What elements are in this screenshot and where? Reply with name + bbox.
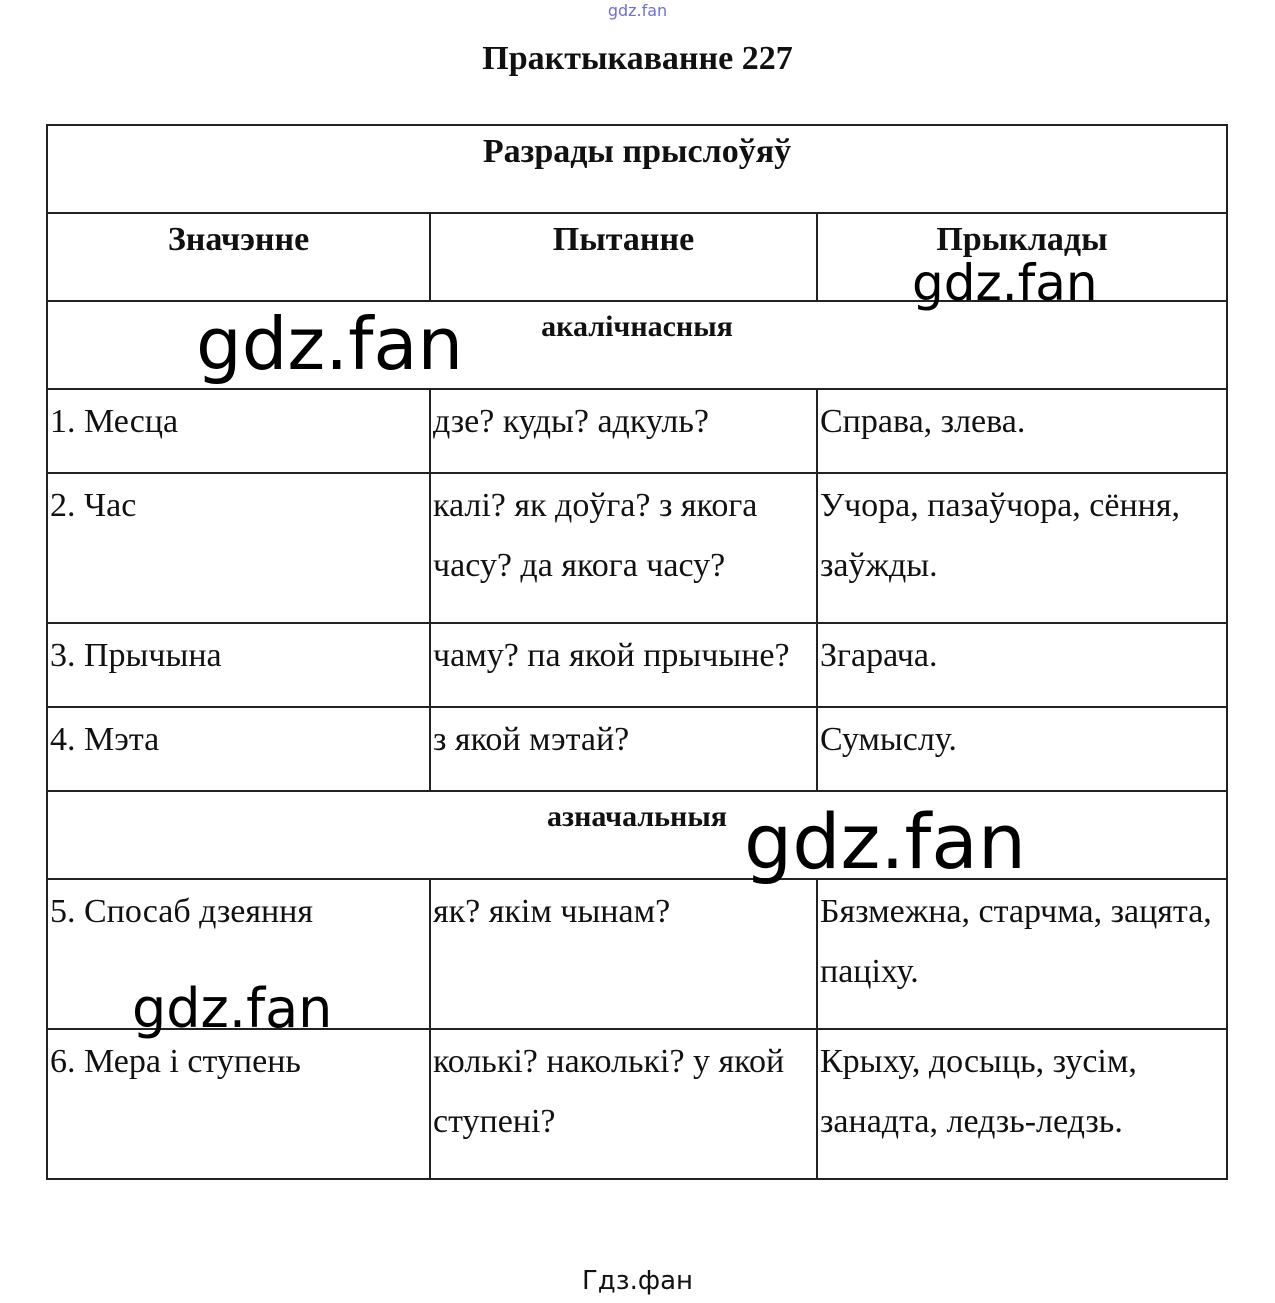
cell-meaning: 2. Час (47, 473, 430, 623)
cell-question: з якой мэтай? (430, 707, 817, 791)
cell-examples: Крыху, досыць, зусім, занадта, ледзь-ледзь. (817, 1029, 1227, 1179)
table-caption: Разрады прыслоўяў (47, 125, 1227, 213)
cell-examples: Згарача. (817, 623, 1227, 707)
cell-examples: Бязмежна, старчма, зацята, паціху. (817, 879, 1227, 1029)
table-row (47, 623, 1227, 707)
cell-question: калі? як доўга? з якога часу? да якога часу? (430, 473, 817, 623)
cell-meaning: 5. Спосаб дзеяння (47, 879, 430, 1029)
table-row (47, 473, 1227, 623)
header-examples: Прыклады (817, 213, 1227, 301)
section-circumstantial: акалічнасныя (47, 301, 1227, 389)
cell-meaning: 1. Месца (47, 389, 430, 473)
table-row (47, 389, 1227, 473)
watermark: gdz.fan (912, 254, 1098, 312)
footer-text: Гдз.фан (581, 1266, 694, 1296)
cell-meaning: 6. Мера і ступень (47, 1029, 430, 1179)
watermark: gdz.fan (132, 977, 333, 1040)
cell-question: чаму? па якой прычыне? (430, 623, 817, 707)
cell-question: дзе? куды? адкуль? (430, 389, 817, 473)
cell-meaning: 4. Мэта (47, 707, 430, 791)
watermark: gdz.fan (744, 797, 1027, 886)
cell-question: як? якім чынам? (430, 879, 817, 1029)
cell-question: колькі? наколькі? у якой ступені? (430, 1029, 817, 1179)
cell-examples: Сумыслу. (817, 707, 1227, 791)
cell-examples: Учора, пазаўчора, сёння, заўжды. (817, 473, 1227, 623)
watermark: gdz.fan (196, 302, 464, 386)
page-title: Практыкаванне 227 (482, 40, 793, 77)
table-row (47, 707, 1227, 791)
section-attributive: азначальныя (47, 791, 1227, 879)
table-row (47, 1029, 1227, 1179)
header-meaning: Значэнне (47, 213, 430, 301)
header-question: Пытанне (430, 213, 817, 301)
cell-examples: Справа, злева. (817, 389, 1227, 473)
top-watermark: gdz.fan (607, 1, 668, 20)
cell-meaning: 3. Прычына (47, 623, 430, 707)
